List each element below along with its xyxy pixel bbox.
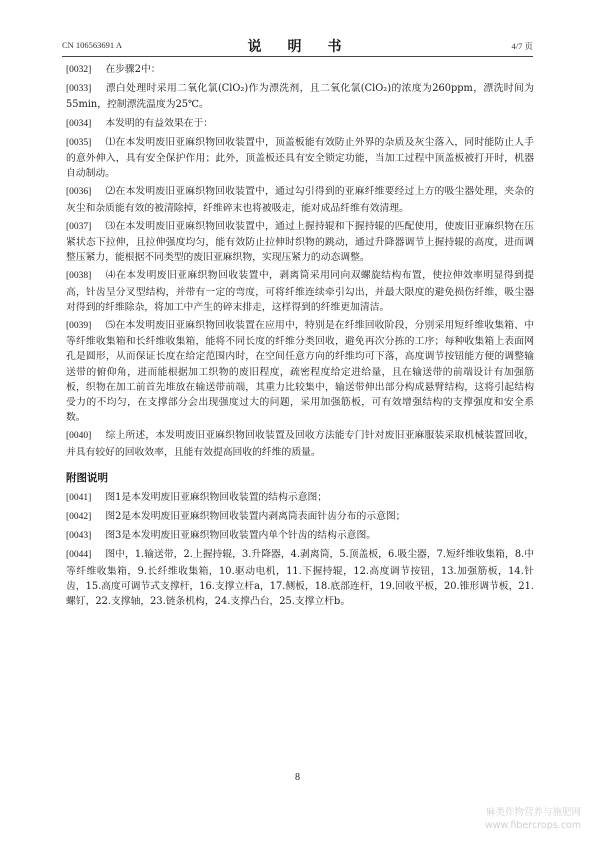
paragraph-number: [0042] [66, 512, 92, 523]
paragraph-text: 本发明的有益效果在于： [105, 117, 214, 129]
site-watermark [485, 806, 581, 832]
paragraph-0035 [66, 135, 534, 182]
figures-section-heading: 附图说明 [66, 471, 108, 484]
page-header [62, 36, 533, 54]
paragraph-text: 综上所述，本发明废旧亚麻织物回收装置及回收方法能专门针对废旧亚麻服装采取机械装置回收，并具有较好的回收效率，且能有效提高回收的纤维的质量。 [66, 430, 534, 458]
page-indicator: 4/7 页 [511, 41, 533, 51]
paragraph-text: ⑴在本发明废旧亚麻织物回收装置中，顶盖板能有效防止外界的杂质及灰尘落入，同时能防止人手的意外伸入，具有安全保护作用；此外，顶盖板还具有安全锁定功能，当加工过程中顶盖板被打开时，机器自动制动。 [66, 136, 534, 180]
paragraph-0040 [66, 428, 534, 459]
paragraph-number: [0044] [66, 550, 92, 561]
paragraph-text: 图3是本发明废旧亚麻织物回收装置内单个针齿的结构示意图。 [105, 530, 377, 542]
paragraph-0042 [66, 509, 534, 525]
paragraph-text: ⑷在本发明废旧亚麻织物回收装置中，剥离筒采用同向双螺旋结构布置，使拉伸效率明显得到提高，针齿呈分叉型结构，并带有一定的弯度，可将纤维连续牵引勾出，并最大限度的避免损伤纤维，吸尘器对得到的纤维除杂，将加工中产生的碎末排走，这样得到的纤维更加清洁。 [66, 270, 534, 313]
paragraph-text: ⑵在本发明废旧亚麻织物回收装置中，通过勾引得到的亚麻纤维要经过上方的吸尘器处理，夹杂的灰尘和杂质能有效的被清除掉，纤维碎末也将被吸走，能对成品纤维有效清理。 [66, 186, 534, 214]
document-title: 说 明 书 [247, 39, 348, 55]
paragraph-number: [0041] [66, 492, 92, 503]
page-number: 8 [295, 772, 300, 783]
paragraph-0043 [66, 528, 534, 544]
paragraph-text: 在步骤2中： [105, 64, 161, 75]
paragraph-number: [0035] [66, 137, 92, 148]
watermark-site-name: 麻类作物营养与施肥网 [485, 807, 581, 818]
paragraph-0033 [66, 81, 534, 112]
paragraph-text: 图1是本发明废旧亚麻织物回收装置的结构示意图； [105, 491, 328, 503]
paragraph-0038 [66, 268, 534, 315]
paragraph-number: [0033] [66, 84, 92, 95]
header-divider [62, 56, 533, 57]
paragraph-text: ⑸在本发明废旧亚麻织物回收装置在应用中，特别是在纤维回收阶段，分别采用短纤维收集箱、中等纤维收集箱和长纤维收集箱，能将不同长度的纤维分类回收，避免再次分拣的工序；每种收集箱上表面网孔是圆形，从而保证长度在给定范围内时，在空间任意方向的纤维均可下落，高度调节按钮能方便的调整输送带的俯仰角，进而能根据加工织物的废旧程度，疏密程度给定进给量，且在输送带的前端设计有加强筋板，织物在加工前首先堆放在输送带前端，其重力比较集中，输送带伸出部分构成悬臂结构，这将引起结构受力的不均匀，在支撑部分会出现强度过大的问题，采用加强筋板，可有效增强结构的支撑强度和安全系数。 [66, 320, 534, 424]
paragraph-number: [0038] [66, 271, 92, 282]
paragraph-0032 [66, 62, 534, 78]
document-body [66, 62, 534, 612]
paragraph-number: [0034] [66, 118, 92, 129]
watermark-url: www.fibercrops.com [484, 820, 581, 831]
paragraph-number: [0043] [66, 531, 92, 542]
paragraph-text: 图中，1.输送带，2.上握持辊，3.升降器，4.剥离筒，5.顶盖板，6.吸尘器，7.短纤维收集箱，8.中等纤维收集箱，9.长纤维收集箱，10.驱动电机，11.下握持辊，12.高度调节按钮，13.加强筋板，14.针齿，15.高度可调节式支撑杆，16.支撑立杆a，17.侧板，18.底部连杆，19.回收平板，20.锥形调节板，21.螺钉，22.支撑轴，23.链条机构，24.支撑凸台，25.支撑立杆b。 [66, 549, 534, 608]
paragraph-number: [0039] [66, 321, 92, 332]
paragraph-0036 [66, 184, 534, 215]
patent-number: CN 106563691 A [62, 40, 122, 50]
paragraph-number: [0032] [66, 65, 92, 75]
paragraph-number: [0036] [66, 187, 92, 198]
paragraph-number: [0040] [66, 431, 92, 442]
paragraph-0039 [66, 318, 534, 425]
paragraph-text: 漂白处理时采用二氧化氯(ClO₂)作为漂洗剂，且二氧化氯(ClO₂)的浓度为260ppm，漂洗时间为55min，控制漂洗温度为25℃。 [66, 83, 534, 111]
paragraph-0037 [66, 219, 534, 266]
paragraph-number: [0037] [66, 221, 92, 232]
paragraph-0034 [66, 116, 534, 132]
paragraph-text: ⑶在本发明废旧亚麻织物回收装置中，通过上握持辊和下握持辊的匹配使用，使废旧亚麻织物在压紧状态下拉伸，且拉伸强度均匀，能有效防止拉伸时织物的跳动，通过升降器调节上握持辊的高度，进而调整压紧力，能根据不同类型的废旧亚麻织物，实现压紧力的动态调整。 [66, 220, 534, 264]
paragraph-0041 [66, 490, 534, 506]
paragraph-text: 图2是本发明废旧亚麻织物回收装置内剥离筒表面针齿分布的示意图； [105, 511, 406, 523]
paragraph-0044 [66, 547, 534, 609]
